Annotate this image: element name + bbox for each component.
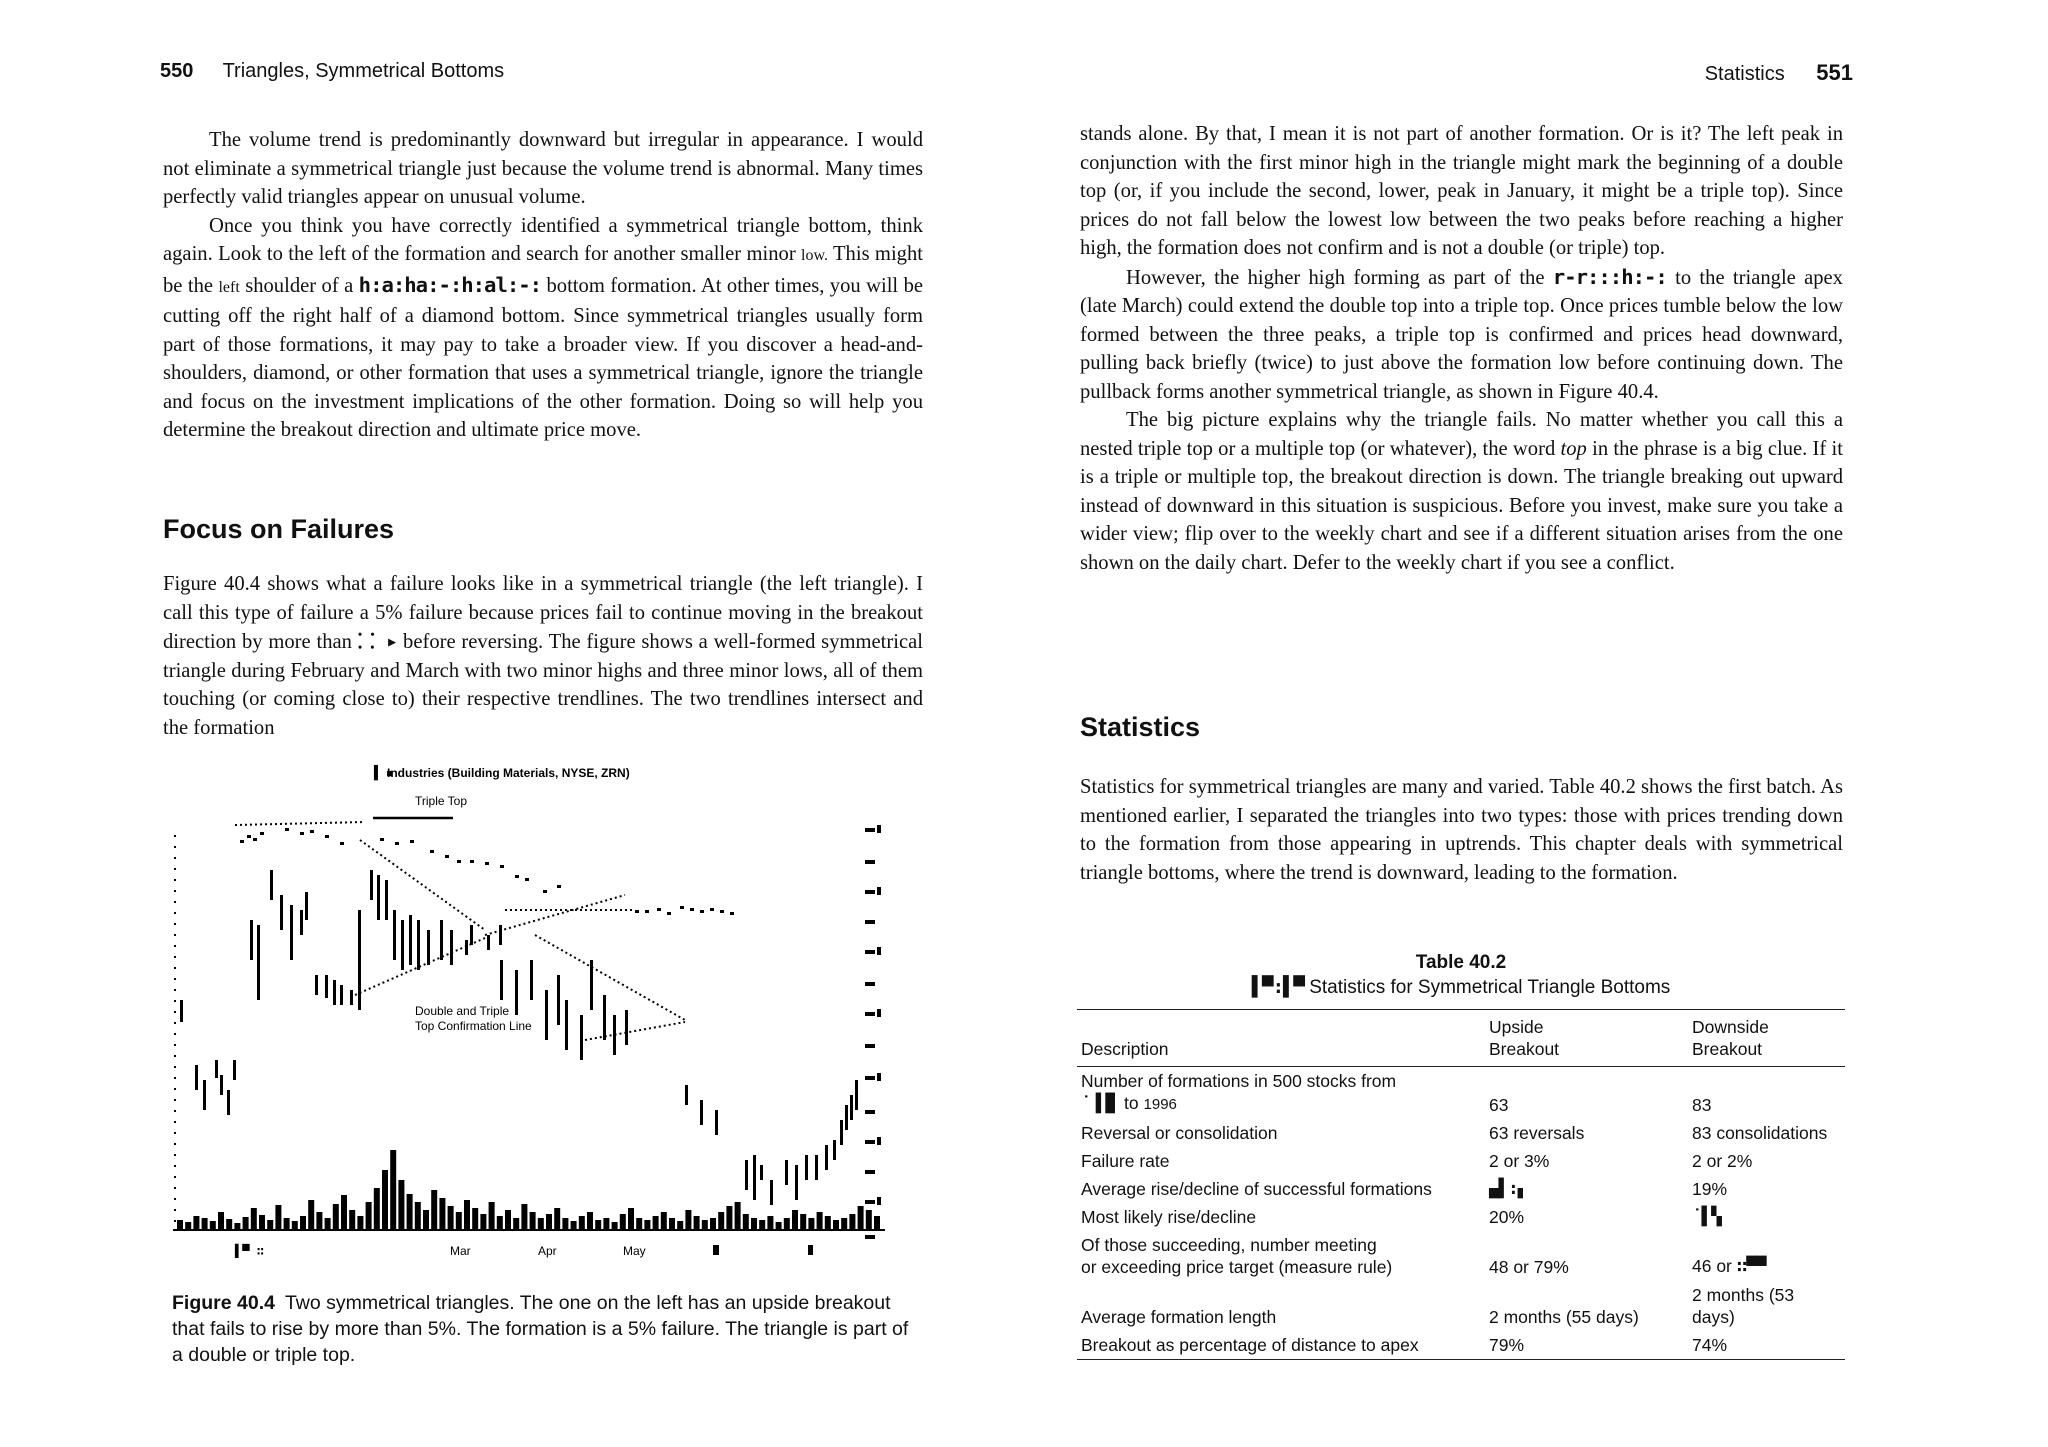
volume-bar <box>546 1214 552 1230</box>
volume-bar <box>472 1208 478 1230</box>
volume-bar <box>497 1216 503 1230</box>
volume-bar <box>423 1210 429 1230</box>
price-dot <box>240 840 244 843</box>
right-axis-tick <box>865 920 875 924</box>
paragraph: stands alone. By that, I mean it is not part of another formation. Or is it? The left peak in conjunction with the first minor high in the triangle might mark the beginning of a double top (or, if you include the second, lower, peak in January, it might be a triple top). Since prices do not fall below the lowest low between the two peaks before reaching a higher high, the formation does not confirm and is not a double (or triple) top. <box>1080 123 1843 259</box>
price-bar <box>385 880 388 920</box>
price-bar <box>250 920 253 960</box>
volume-bar <box>357 1216 363 1230</box>
price-bar <box>715 1110 718 1135</box>
table-40-2 <box>1077 952 1845 1360</box>
volume-bar <box>398 1180 404 1230</box>
table-row: Breakout as percentage of distance to apex 79% 74% <box>1077 1331 1845 1360</box>
price-bar <box>333 980 336 1005</box>
price-dot <box>380 838 384 841</box>
right-axis-tick <box>865 1044 875 1048</box>
price-dot <box>445 855 449 858</box>
right-axis-tick <box>865 1012 875 1016</box>
price-bar <box>180 1000 183 1022</box>
price-dot <box>410 840 414 843</box>
volume-bar <box>858 1206 864 1230</box>
price-dot <box>430 850 434 853</box>
price-bar <box>315 975 318 995</box>
chart-title-garbled: ▐ ▪ <box>370 766 394 781</box>
price-bar <box>440 920 443 960</box>
volume-bar <box>308 1200 314 1230</box>
table-header-row <box>1077 1010 1845 1067</box>
volume-bar <box>677 1221 683 1230</box>
price-dot <box>690 908 694 911</box>
volume-bar <box>866 1210 872 1230</box>
chart-title-text: Industries (Building Materials, NYSE, ZRN) <box>387 766 630 780</box>
price-dot <box>395 842 399 845</box>
table-title: Table 40.2 <box>1415 952 1507 973</box>
volume-bar <box>210 1221 216 1230</box>
price-dot <box>260 832 264 835</box>
volume-bar <box>669 1218 675 1230</box>
price-bar <box>377 875 380 920</box>
volume-bar <box>177 1220 183 1230</box>
volume-bar <box>874 1216 880 1230</box>
volume-bar <box>341 1195 347 1230</box>
price-bar <box>625 1010 628 1045</box>
price-bars <box>180 828 858 1205</box>
volume-bar <box>735 1202 741 1230</box>
price-bar <box>487 935 490 950</box>
volume-bar <box>251 1208 257 1230</box>
figure-number: Figure 40.4 <box>172 1292 275 1314</box>
volume-bar <box>620 1214 626 1230</box>
price-bar <box>195 1065 198 1090</box>
volume-bar <box>767 1216 773 1230</box>
right-axis-tick <box>877 1197 881 1205</box>
stats-table <box>1077 1009 1845 1360</box>
price-bar <box>417 920 420 970</box>
price-bar <box>427 930 430 965</box>
right-column-text-2 <box>1080 773 1843 887</box>
price-bar <box>795 1165 798 1200</box>
price-dot <box>470 860 474 863</box>
x-label-garbled-mark <box>808 1245 813 1255</box>
right-header-title: Statistics <box>1704 63 1785 85</box>
x-label-apr: Apr <box>538 1244 557 1258</box>
price-dot <box>635 910 639 913</box>
price-bar <box>745 1160 748 1190</box>
volume-bar <box>612 1222 618 1230</box>
volume-bar <box>702 1220 708 1230</box>
volume-bar <box>530 1212 536 1230</box>
volume-bar <box>685 1210 691 1230</box>
volume-bar <box>521 1204 527 1230</box>
section-heading-statistics: Statistics <box>1080 712 1201 742</box>
price-bar <box>500 960 503 1000</box>
volume-bar <box>300 1216 306 1230</box>
table-row: Reversal or consolidation 63 reversals 83 consolidations <box>1081 1123 1828 1143</box>
right-axis-tick <box>877 947 881 955</box>
price-bar <box>845 1105 848 1130</box>
right-axis-tick <box>877 887 881 895</box>
right-axis-tick <box>865 828 875 832</box>
x-label-garbled: ▌▀ ∷ <box>235 1244 264 1258</box>
price-bar <box>840 1120 843 1145</box>
volume-bar <box>267 1220 273 1230</box>
price-bar <box>300 910 303 935</box>
price-dot <box>645 910 649 913</box>
paragraph: Once you think you have correctly identified a symmetrical triangle bottom, think again. Look to the left of the formation and search for another smaller minor low. This might be the left shoulder of a h:a:ha:-:h:al:-: bottom formation. At other times, you will be cutting off the right half of a diamond bottom. Since symmetrical triangles usually form part of those formations, it may pay to take a broader view. If you discover a head-and-shoulders, diamond, or other formation that uses a symmetrical triangle, ignore the triangle and focus on the investment implications of the other formation. Doing so will help you determine the breakout direction and ultimate price move. <box>163 214 924 441</box>
volume-bar <box>628 1208 634 1230</box>
right-axis-tick <box>877 1009 881 1017</box>
volume-bar <box>751 1218 757 1230</box>
price-dot <box>710 908 714 911</box>
price-dot <box>340 842 344 845</box>
left-column-text-2 <box>163 570 923 742</box>
right-triangle-lower <box>585 1022 685 1040</box>
price-bar <box>580 1015 583 1060</box>
paragraph: The big picture explains why the triangle fails. No matter whether you call this a nested triple top or a multiple top (or whatever), the word top in the phrase is a big clue. If it is a triple or multiple top, the breakout direction is down. The triangle breaking out upward instead of downward in this situation is suspicious. Before you invest, make sure you take a wider view; flip over to the weekly chart and see if a different situation arises from the one shown on the daily chart. Defer to the weekly chart if you see a conflict. <box>1080 409 1843 574</box>
table-subtitle: ▌▀:▌▀ Statistics for Symmetrical Triangle Bottoms <box>1251 976 1671 998</box>
volume-bar <box>234 1223 240 1230</box>
volume-bar <box>316 1212 322 1230</box>
right-axis-tick <box>865 1170 875 1174</box>
volume-bar <box>661 1212 667 1230</box>
volume-bar <box>349 1210 355 1230</box>
volume-bar <box>415 1202 421 1230</box>
price-bar <box>358 910 361 1010</box>
price-bar <box>565 1000 568 1050</box>
volume-bar <box>653 1216 659 1230</box>
price-dot <box>543 890 547 893</box>
volume-bar <box>366 1202 372 1230</box>
volume-bar <box>833 1220 839 1230</box>
right-axis-tick <box>865 950 875 954</box>
volume-bar <box>218 1212 224 1230</box>
garbled-text: r-r:::h:-: <box>1552 264 1667 289</box>
price-dot <box>285 828 289 831</box>
left-running-head <box>160 60 504 83</box>
table-row: Average formation length 2 months (55 days) 2 months (53 days) <box>1081 1285 1795 1327</box>
price-bar <box>850 1095 853 1120</box>
right-axis-tick <box>865 1235 875 1239</box>
volume-bar <box>407 1194 413 1230</box>
right-page-number: 551 <box>1816 60 1853 85</box>
right-axis-tick <box>865 1076 875 1080</box>
price-dot <box>253 838 257 841</box>
volume-bar <box>431 1190 437 1230</box>
price-bar <box>760 1165 763 1180</box>
price-dot <box>457 860 461 863</box>
volume-bar <box>759 1220 765 1230</box>
x-label-garbled-mark <box>713 1245 719 1255</box>
right-axis-tick <box>865 982 875 986</box>
volume-bar <box>505 1210 511 1230</box>
label-confirmation-2: Top Confirmation Line <box>415 1019 532 1033</box>
volume-bar <box>464 1200 470 1230</box>
price-dot <box>247 835 251 838</box>
col-header-description: Description <box>1081 1039 1169 1059</box>
col-header-upside: Upside Breakout <box>1489 1017 1560 1059</box>
price-bar <box>270 870 273 900</box>
volume-bar <box>825 1216 831 1230</box>
price-dot <box>557 885 561 888</box>
volume-bar <box>480 1214 486 1230</box>
table-row: Failure rate 2 or 3% 2 or 2% <box>1081 1151 1753 1171</box>
volume-bar <box>243 1217 249 1230</box>
figure-40-4-chart <box>165 760 925 1280</box>
price-bar <box>340 985 343 1005</box>
garbled-text: ▌▀:▌▀ <box>1251 976 1304 998</box>
price-bar <box>325 975 328 998</box>
left-column-text <box>163 126 923 445</box>
price-bar <box>401 920 404 970</box>
price-dot <box>720 910 724 913</box>
volume-bar <box>489 1202 495 1230</box>
volume-bar <box>275 1205 281 1230</box>
volume-bar <box>513 1218 519 1230</box>
volume-bar <box>800 1214 806 1230</box>
label-triple-top: Triple Top <box>415 794 468 808</box>
price-bar <box>700 1100 703 1125</box>
price-bar <box>450 930 453 965</box>
right-axis-tick <box>877 1137 881 1145</box>
volume-bar <box>292 1221 298 1230</box>
label-confirmation-1: Double and Triple <box>415 1004 510 1018</box>
volume-bar <box>202 1218 208 1230</box>
top-dotted <box>235 822 365 825</box>
volume-bar <box>694 1216 700 1230</box>
right-triangle-upper <box>485 895 625 935</box>
price-dot <box>310 830 314 833</box>
right-axis-tick <box>865 890 875 894</box>
volume-bar <box>817 1212 823 1230</box>
x-label-may: May <box>623 1244 646 1258</box>
price-dot <box>500 865 504 868</box>
volume-bar <box>603 1218 609 1230</box>
right-column-text <box>1080 120 1843 577</box>
chart-title <box>370 764 630 781</box>
price-dot <box>680 906 684 909</box>
price-dot <box>667 912 671 915</box>
price-dot <box>515 875 519 878</box>
figure-caption <box>172 1290 924 1368</box>
right-running-head <box>1705 60 1853 86</box>
volume-bar <box>579 1216 585 1230</box>
volume-bar <box>792 1210 798 1230</box>
price-bar <box>557 975 560 1025</box>
price-bar <box>785 1160 788 1185</box>
volume-bar <box>562 1218 568 1230</box>
price-bar <box>470 925 473 945</box>
volume-bar <box>325 1218 331 1230</box>
volume-bar <box>448 1206 454 1230</box>
volume-bar <box>808 1218 814 1230</box>
col-header-downside: Downside Breakout <box>1692 1017 1769 1059</box>
price-bar <box>393 910 396 960</box>
volume-bar <box>538 1218 544 1230</box>
price-dot <box>657 908 661 911</box>
price-bar <box>825 1145 828 1170</box>
price-bar <box>545 990 548 1040</box>
price-bar <box>855 1080 858 1110</box>
volume-bar <box>226 1219 232 1230</box>
right-axis-tick <box>865 1140 875 1144</box>
price-dot <box>730 912 734 915</box>
price-bar <box>233 1060 236 1080</box>
garbled-text: ⸬ ▸ <box>357 629 398 653</box>
price-bar <box>220 1075 223 1095</box>
left-header-title: Triangles, Symmetrical Bottoms <box>222 60 505 82</box>
right-axis-ticks <box>865 825 881 1239</box>
paragraph: The volume trend is predominantly downward but irregular in appearance. I would not eliminate a symmetrical triangle just because the volume trend is abnormal. Many times perfectly valid triangles appear on unusual volume. <box>163 129 923 208</box>
volume-bar <box>784 1218 790 1230</box>
price-bar <box>215 1060 218 1078</box>
right-axis-tick <box>865 860 875 864</box>
right-axis-tick <box>865 1110 875 1114</box>
price-bar <box>805 1155 808 1180</box>
price-bar <box>603 995 606 1040</box>
table-row: Average rise/decline of successful formations ▄▌:▖ 19% <box>1081 1179 1728 1199</box>
volume-bars <box>177 1150 880 1230</box>
price-bar <box>227 1090 230 1115</box>
volume-bar <box>726 1206 732 1230</box>
volume-bar <box>595 1220 601 1230</box>
price-bar <box>515 970 518 1015</box>
volume-bar <box>710 1218 716 1230</box>
volume-bar <box>636 1218 642 1230</box>
volume-bar <box>644 1220 650 1230</box>
table-row: Number of formations in 500 stocks from ˙▐▐▌ to 1996 63 83 <box>1081 1071 1712 1115</box>
figure-caption-text: Two symmetrical triangles. The one on the left has an upside breakout that fails to rise by more than 5%. The formation is a 5% failure. The triangle is part of a double or triple top. <box>172 1292 909 1366</box>
volume-bar <box>439 1198 445 1230</box>
price-bar <box>833 1140 836 1160</box>
volume-bar <box>718 1212 724 1230</box>
price-dot <box>300 832 304 835</box>
paragraph: Figure 40.4 shows what a failure looks like in a symmetrical triangle (the left triangle). I call this type of failure a 5% failure because prices fail to continue moving in the breakout direction by more than ⸬ ▸ before reversing. The figure shows a well-formed symmetrical triangle during February and March with two minor highs and three minor lows, all of them touching (or coming close to) their respective trendlines. The two trendlines intersect and the formation <box>163 573 923 739</box>
table-row: Of those succeeding, number meeting or exceeding price target (measure rule) 48 or 79% 46 or ∷▀▀ <box>1081 1235 1766 1277</box>
right-axis-tick <box>877 825 881 833</box>
x-label-mar: Mar <box>450 1244 471 1258</box>
right-axis-tick <box>865 1200 875 1204</box>
price-dot <box>485 862 489 865</box>
price-bar <box>530 960 533 1000</box>
paragraph: Statistics for symmetrical triangles are many and varied. Table 40.2 shows the first batch. As mentioned earlier, I separated the triangles into two types: those with prices trending down to the formation from those appearing in uptrends. This chapter deals with symmetrical triangle bottoms, where the trend is downward, leading to the formation. <box>1080 776 1843 884</box>
section-heading-focus-on-failures: Focus on Failures <box>163 514 395 544</box>
price-bar <box>290 905 293 960</box>
volume-bar <box>571 1221 577 1230</box>
price-dot <box>325 835 329 838</box>
volume-bar <box>849 1214 855 1230</box>
volume-bar <box>456 1212 462 1230</box>
right-axis-tick <box>877 1073 881 1081</box>
volume-bar <box>390 1150 396 1230</box>
table-row: Most likely rise/decline 20% ˙▌▚ <box>1081 1207 1721 1227</box>
volume-bar <box>554 1208 560 1230</box>
volume-bar <box>185 1222 191 1230</box>
price-bar <box>770 1180 773 1205</box>
volume-bar <box>776 1222 782 1230</box>
price-bar <box>499 925 502 945</box>
price-bar <box>370 870 373 900</box>
volume-bar <box>259 1215 265 1230</box>
paragraph: However, the higher high forming as part of the r-r:::h:-: to the triangle apex (late March) could extend the double top into a triple top. Once prices tumble below the low formed between the three peaks, a triple top is confirmed and prices head downward, pulling back briefly (twice) to just above the formation low before continuing down. The pullback forms another symmetrical triangle, as shown in Figure 40.4. <box>1080 264 1843 403</box>
volume-bar <box>284 1218 290 1230</box>
garbled-text: h:a:ha:-:h:al:-: <box>358 272 542 297</box>
chart-svg <box>165 760 925 1280</box>
volume-bar <box>193 1216 199 1230</box>
price-bar <box>685 1085 688 1105</box>
volume-bar <box>333 1204 339 1230</box>
price-bar <box>753 1155 756 1200</box>
price-dot <box>525 878 529 881</box>
price-bar <box>815 1155 818 1180</box>
left-page-number: 550 <box>160 60 194 82</box>
price-bar <box>280 895 283 930</box>
price-bar <box>305 892 308 920</box>
volume-bar <box>587 1212 593 1230</box>
price-bar <box>257 925 260 1000</box>
price-bar <box>203 1080 206 1110</box>
price-bar <box>350 990 353 1005</box>
volume-bar <box>374 1188 380 1230</box>
volume-bar <box>743 1214 749 1230</box>
volume-bar <box>841 1218 847 1230</box>
volume-bar <box>382 1170 388 1230</box>
price-dot <box>700 910 704 913</box>
price-bar <box>409 915 412 965</box>
